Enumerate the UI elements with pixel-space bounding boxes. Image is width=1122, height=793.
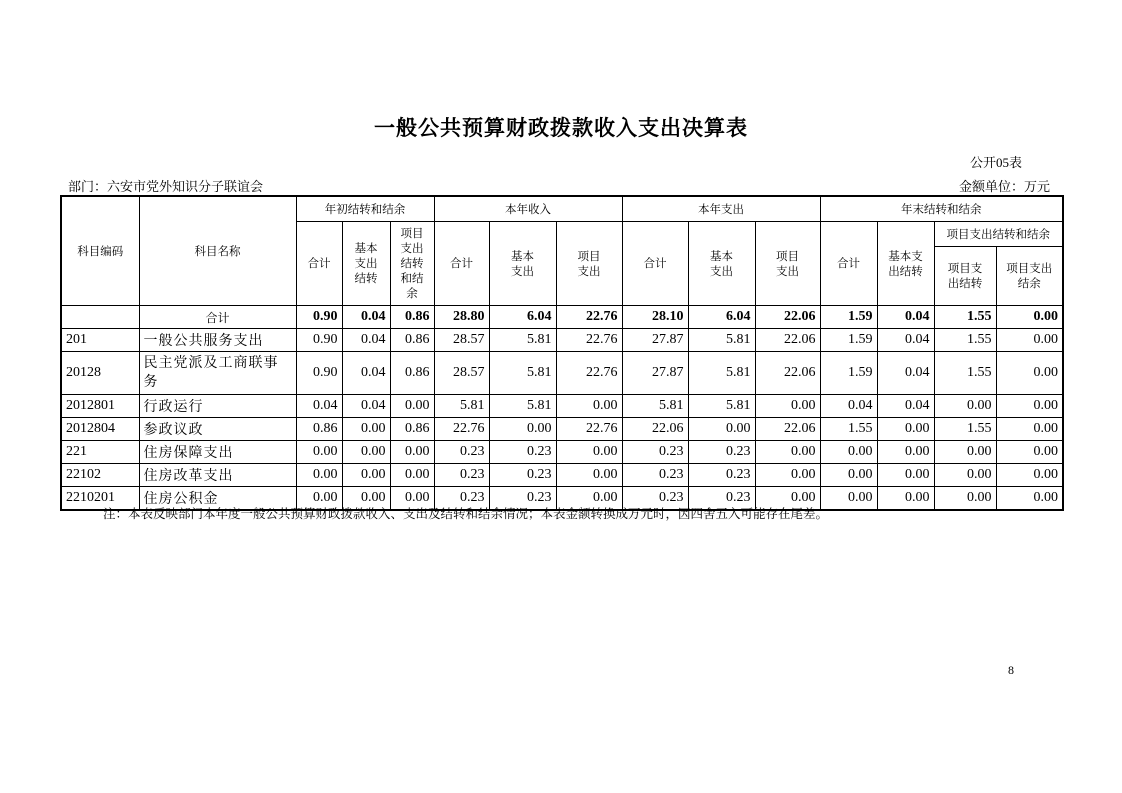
value-cell: 0.23 xyxy=(489,464,556,487)
value-cell: 0.00 xyxy=(934,487,996,511)
value-cell: 0.23 xyxy=(434,487,489,511)
header-exp-basic: 基本 支出 xyxy=(688,222,755,306)
header-inc-basic: 基本 支出 xyxy=(489,222,556,306)
value-cell: 27.87 xyxy=(622,352,688,395)
subject-name-cell: 住房改革支出 xyxy=(139,464,296,487)
value-cell: 0.04 xyxy=(342,352,390,395)
value-cell: 22.06 xyxy=(755,418,820,441)
header-group-expense: 本年支出 xyxy=(622,196,820,222)
value-cell: 0.23 xyxy=(688,464,755,487)
subject-name-cell: 住房公积金 xyxy=(139,487,296,511)
value-cell: 5.81 xyxy=(434,395,489,418)
value-cell: 0.04 xyxy=(342,395,390,418)
value-cell: 0.04 xyxy=(877,395,934,418)
value-cell: 0.00 xyxy=(996,329,1063,352)
value-cell: 1.55 xyxy=(934,329,996,352)
value-cell: 0.00 xyxy=(996,418,1063,441)
header-row-groups xyxy=(61,196,1063,222)
table-body xyxy=(61,306,1063,511)
value-cell: 28.57 xyxy=(434,352,489,395)
total-value-cell: 0.04 xyxy=(877,306,934,329)
value-cell: 0.00 xyxy=(390,441,434,464)
subject-code-cell: 2012801 xyxy=(61,395,139,418)
value-cell: 0.04 xyxy=(820,395,877,418)
value-cell: 0.00 xyxy=(755,487,820,511)
header-end-total: 合计 xyxy=(820,222,877,306)
value-cell: 0.00 xyxy=(296,464,342,487)
budget-table xyxy=(60,195,1064,511)
table-row xyxy=(61,464,1063,487)
subject-code-cell: 201 xyxy=(61,329,139,352)
value-cell: 0.23 xyxy=(622,464,688,487)
total-value-cell: 28.80 xyxy=(434,306,489,329)
page-title: 一般公共预算财政拨款收入支出决算表 xyxy=(374,116,748,140)
value-cell: 5.81 xyxy=(489,395,556,418)
total-value-cell: 0.86 xyxy=(390,306,434,329)
value-cell: 0.00 xyxy=(755,441,820,464)
value-cell: 0.86 xyxy=(390,329,434,352)
value-cell: 0.04 xyxy=(877,329,934,352)
value-cell: 22.76 xyxy=(556,329,622,352)
value-cell: 0.23 xyxy=(622,441,688,464)
value-cell: 1.55 xyxy=(820,418,877,441)
value-cell: 0.23 xyxy=(688,441,755,464)
value-cell: 0.00 xyxy=(755,395,820,418)
total-value-cell: 1.55 xyxy=(934,306,996,329)
value-cell: 0.00 xyxy=(820,464,877,487)
subject-code-cell: 22102 xyxy=(61,464,139,487)
value-cell: 0.00 xyxy=(688,418,755,441)
value-cell: 0.23 xyxy=(489,441,556,464)
value-cell: 0.86 xyxy=(390,418,434,441)
department-label: 部门：六安市党外知识分子联谊会 xyxy=(68,179,264,194)
total-value-cell: 22.06 xyxy=(755,306,820,329)
header-group-beginning: 年初结转和结余 xyxy=(296,196,434,222)
value-cell: 0.86 xyxy=(296,418,342,441)
value-cell: 0.00 xyxy=(296,487,342,511)
table-row xyxy=(61,395,1063,418)
value-cell: 22.06 xyxy=(755,352,820,395)
header-exp-total: 合计 xyxy=(622,222,688,306)
value-cell: 0.04 xyxy=(877,352,934,395)
subject-name-cell: 一般公共服务支出 xyxy=(139,329,296,352)
value-cell: 22.06 xyxy=(755,329,820,352)
value-cell: 22.76 xyxy=(556,352,622,395)
value-cell: 0.00 xyxy=(342,464,390,487)
value-cell: 27.87 xyxy=(622,329,688,352)
table-row xyxy=(61,418,1063,441)
value-cell: 22.76 xyxy=(434,418,489,441)
value-cell: 5.81 xyxy=(688,395,755,418)
value-cell: 5.81 xyxy=(688,352,755,395)
total-value-cell: 0.04 xyxy=(342,306,390,329)
value-cell: 0.90 xyxy=(296,352,342,395)
subject-name-cell: 住房保障支出 xyxy=(139,441,296,464)
table-row xyxy=(61,441,1063,464)
value-cell: 0.00 xyxy=(934,464,996,487)
value-cell: 1.59 xyxy=(820,329,877,352)
total-value-cell: 0.90 xyxy=(296,306,342,329)
value-cell: 0.04 xyxy=(296,395,342,418)
value-cell: 28.57 xyxy=(434,329,489,352)
value-cell: 0.00 xyxy=(877,464,934,487)
header-exp-project: 项目 支出 xyxy=(755,222,820,306)
total-value-cell: 1.59 xyxy=(820,306,877,329)
value-cell: 0.00 xyxy=(390,487,434,511)
header-beg-total: 合计 xyxy=(296,222,342,306)
header-end-project-group: 项目支出结转和结余 xyxy=(934,222,1063,247)
total-value-cell: 22.76 xyxy=(556,306,622,329)
form-code: 公开05表 xyxy=(969,155,1022,170)
value-cell: 1.55 xyxy=(934,418,996,441)
value-cell: 0.04 xyxy=(342,329,390,352)
header-end-basic: 基本支 出结转 xyxy=(877,222,934,306)
value-cell: 0.00 xyxy=(877,441,934,464)
value-cell: 0.90 xyxy=(296,329,342,352)
value-cell: 0.23 xyxy=(688,487,755,511)
value-cell: 0.00 xyxy=(556,464,622,487)
value-cell: 0.86 xyxy=(390,352,434,395)
value-cell: 22.76 xyxy=(556,418,622,441)
header-beg-basic: 基本 支出 结转 xyxy=(342,222,390,306)
value-cell: 1.59 xyxy=(820,352,877,395)
subject-name-cell: 民主党派及工商联事务 xyxy=(139,352,296,395)
header-group-ending: 年末结转和结余 xyxy=(820,196,1063,222)
value-cell: 5.81 xyxy=(489,329,556,352)
value-cell: 0.00 xyxy=(342,487,390,511)
value-cell: 0.23 xyxy=(489,487,556,511)
table-row xyxy=(61,329,1063,352)
header-end-project-carry: 项目支 出结转 xyxy=(934,247,996,306)
page-number: 8 xyxy=(1008,663,1014,677)
value-cell: 0.00 xyxy=(556,487,622,511)
value-cell: 5.81 xyxy=(489,352,556,395)
value-cell: 0.00 xyxy=(556,441,622,464)
value-cell: 0.00 xyxy=(877,418,934,441)
total-value-cell: 6.04 xyxy=(688,306,755,329)
subject-code-cell: 20128 xyxy=(61,352,139,395)
value-cell: 0.00 xyxy=(934,395,996,418)
header-beg-project: 项目 支出 结转 和结 余 xyxy=(390,222,434,306)
subject-code-cell: 2012804 xyxy=(61,418,139,441)
value-cell: 0.00 xyxy=(755,464,820,487)
value-cell: 0.00 xyxy=(996,352,1063,395)
subject-code-cell: 2210201 xyxy=(61,487,139,511)
value-cell: 0.23 xyxy=(434,464,489,487)
header-subject-name: 科目名称 xyxy=(139,196,296,306)
total-row xyxy=(61,306,1063,329)
total-label: 合计 xyxy=(139,306,296,329)
value-cell: 5.81 xyxy=(622,395,688,418)
total-value-cell: 6.04 xyxy=(489,306,556,329)
total-value-cell: 0.00 xyxy=(996,306,1063,329)
value-cell: 0.00 xyxy=(390,464,434,487)
value-cell: 0.23 xyxy=(434,441,489,464)
value-cell: 0.00 xyxy=(820,487,877,511)
value-cell: 0.23 xyxy=(622,487,688,511)
amount-unit-label: 金额单位：万元 xyxy=(958,179,1050,194)
value-cell: 0.00 xyxy=(996,441,1063,464)
value-cell: 1.55 xyxy=(934,352,996,395)
header-subject-code: 科目编码 xyxy=(61,196,139,306)
value-cell: 0.00 xyxy=(996,464,1063,487)
value-cell: 0.00 xyxy=(996,395,1063,418)
value-cell: 5.81 xyxy=(688,329,755,352)
value-cell: 0.00 xyxy=(342,418,390,441)
value-cell: 0.00 xyxy=(820,441,877,464)
value-cell: 0.00 xyxy=(489,418,556,441)
value-cell: 0.00 xyxy=(877,487,934,511)
total-code-cell xyxy=(61,306,139,329)
value-cell: 22.06 xyxy=(622,418,688,441)
value-cell: 0.00 xyxy=(556,395,622,418)
table-row xyxy=(61,352,1063,395)
value-cell: 0.00 xyxy=(934,441,996,464)
value-cell: 0.00 xyxy=(996,487,1063,511)
header-group-income: 本年收入 xyxy=(434,196,622,222)
value-cell: 0.00 xyxy=(342,441,390,464)
subject-code-cell: 221 xyxy=(61,441,139,464)
value-cell: 0.00 xyxy=(390,395,434,418)
value-cell: 0.00 xyxy=(296,441,342,464)
table-note: 注：本表反映部门本年度一般公共预算财政拨款收入、支出及结转和结余情况；本表金额转换成万元时，因四舍五入可能存在尾差。 xyxy=(103,506,829,521)
total-value-cell: 28.10 xyxy=(622,306,688,329)
header-inc-total: 合计 xyxy=(434,222,489,306)
subject-name-cell: 行政运行 xyxy=(139,395,296,418)
header-inc-project: 项目 支出 xyxy=(556,222,622,306)
subject-name-cell: 参政议政 xyxy=(139,418,296,441)
header-end-project-surplus: 项目支出 结余 xyxy=(996,247,1063,306)
